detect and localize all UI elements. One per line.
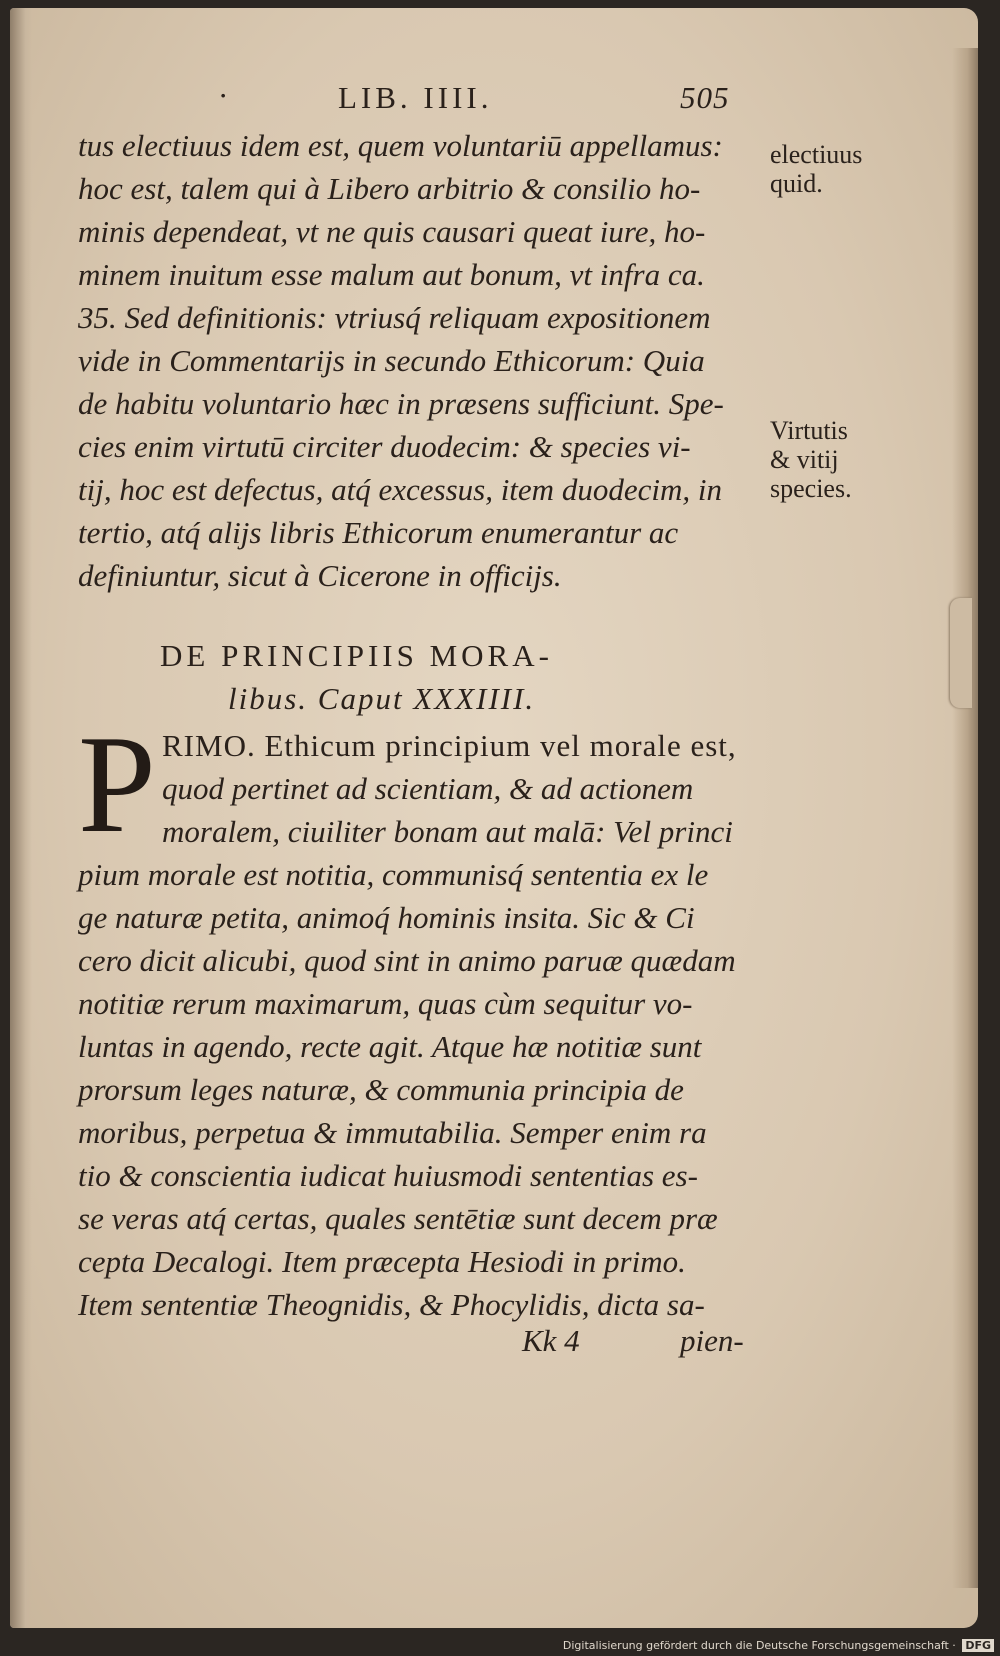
- text-line: vide in Commentarijs in secundo Ethicorum: Quia: [78, 343, 705, 378]
- margin-note-electiuus: [770, 140, 862, 198]
- text-line: notitiæ rerum maximarum, quas cùm sequitur vo-: [78, 986, 693, 1021]
- margin-note-line: electiuus: [770, 140, 863, 169]
- page-edge: [952, 48, 978, 1588]
- chapter-heading: DE PRINCIPIIS MORA-: [160, 638, 553, 673]
- catchword: pien-: [680, 1323, 744, 1358]
- margin-note-line: & vitij: [770, 445, 839, 474]
- signature-mark: Kk 4: [522, 1323, 580, 1358]
- margin-note-line: quid.: [770, 169, 823, 198]
- text-line: se veras atq́ certas, quales sentētiæ sunt decem præ: [78, 1201, 718, 1236]
- text-line: moribus, perpetua & immutabilia. Semper enim ra: [78, 1115, 707, 1150]
- text-line: luntas in agendo, recte agit. Atque hæ notitiæ sunt: [78, 1029, 702, 1064]
- digitization-credit: [563, 1639, 994, 1652]
- dfg-logo: DFG: [962, 1639, 994, 1652]
- chapter-subheading: libus. Caput XXXIIII.: [228, 681, 536, 716]
- header-dot: ·: [218, 78, 233, 113]
- book-page: [10, 8, 978, 1628]
- text-line: tus electiuus idem est, quem voluntariū appellamus:: [78, 128, 723, 163]
- text-line: ge naturæ petita, animoq́ hominis insita. Sic & Ci: [78, 900, 695, 935]
- text-line: minem inuitum esse malum aut bonum, vt infra ca.: [78, 257, 705, 292]
- margin-note-line: species.: [770, 474, 852, 503]
- running-header: [80, 80, 760, 124]
- text-line: pium morale est notitia, communisq́ sententia ex le: [78, 857, 709, 892]
- text-line: tertio, atq́ alijs libris Ethicorum enumerantur ac: [78, 515, 679, 550]
- drop-cap: P: [78, 707, 156, 862]
- page-tab: [950, 598, 972, 708]
- text-line: tio & conscientia iudicat huiusmodi sententias es-: [78, 1158, 698, 1193]
- text-line: cies enim virtutū circiter duodecim: & species vi-: [78, 429, 691, 464]
- text-line: quod pertinet ad scientiam, & ad actionem: [162, 771, 694, 806]
- text-line: Item sententiæ Theognidis, & Phocylidis, dicta sa-: [78, 1287, 705, 1322]
- text-line: de habitu voluntario hæc in præsens sufficiunt. Spe-: [78, 386, 724, 421]
- book-gutter: [10, 8, 32, 1628]
- page-number: 505: [680, 80, 730, 115]
- text-line: minis dependeat, vt ne quis causari queat iure, ho-: [78, 214, 706, 249]
- text-line: tij, hoc est defectus, atq́ excessus, item duodecim, in: [78, 472, 722, 507]
- text-line: cepta Decalogi. Item præcepta Hesiodi in primo.: [78, 1244, 686, 1279]
- text-line: cero dicit alicubi, quod sint in animo paruæ quædam: [78, 943, 736, 978]
- text-line: definiuntur, sicut à Cicerone in officijs.: [78, 558, 562, 593]
- margin-note-line: Virtutis: [770, 416, 848, 445]
- text-line: hoc est, talem qui à Libero arbitrio & consilio ho-: [78, 171, 701, 206]
- text-line: 35. Sed definitionis: vtriusq́ reliquam expositionem: [78, 300, 711, 335]
- running-title: LIB. IIII.: [338, 80, 493, 115]
- margin-note-virtutis: [770, 416, 852, 503]
- text-line: moralem, ciuiliter bonam aut malā: Vel princi: [162, 814, 733, 849]
- text-line: RIMO. Ethicum principium vel morale est,: [162, 728, 737, 763]
- text-line: prorsum leges naturæ, & communia principia de: [78, 1072, 684, 1107]
- credit-text: Digitalisierung gefördert durch die Deutsche Forschungsgemeinschaft ·: [562, 1639, 956, 1652]
